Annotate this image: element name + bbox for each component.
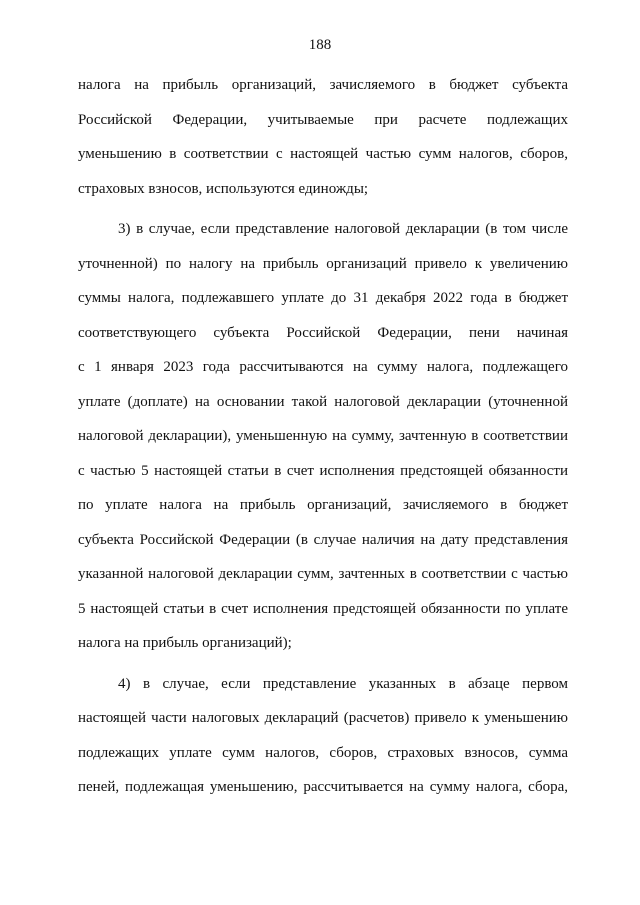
text-line: 4) в случае, если представление указанных в абзаце первом bbox=[118, 675, 568, 692]
text-line: налога на прибыль организаций, зачисляемого в бюджет субъекта bbox=[78, 77, 568, 93]
text-line: соответствующего субъекта Российской Федерации, пени начиная bbox=[78, 324, 568, 341]
text-line: 3) в случае, если представление налоговой декларации (в том числе bbox=[118, 221, 568, 237]
text-line: Российской Федерации, учитываемые при расчете подлежащих bbox=[78, 111, 568, 128]
document-body bbox=[78, 68, 568, 805]
text-line: налоговой декларации), уменьшенную на сумму, зачтенную в соответствии bbox=[78, 428, 568, 444]
text-line: с частью 5 настоящей статьи в счет исполнения предстоящей обязанности bbox=[78, 462, 568, 479]
text-line: уточненной) по налогу на прибыль организаций привело к увеличению bbox=[78, 255, 568, 272]
text-line: субъекта Российской Федерации (в случае наличия на дату представления bbox=[78, 531, 568, 548]
text-line: подлежащих уплате сумм налогов, сборов, страховых взносов, сумма bbox=[78, 744, 568, 761]
text-line: с 1 января 2023 года рассчитываются на сумму налога, подлежащего bbox=[78, 359, 568, 375]
text-line: 5 настоящей статьи в счет исполнения предстоящей обязанности по уплате bbox=[78, 600, 568, 617]
text-line: суммы налога, подлежавшего уплате до 31 декабря 2022 года в бюджет bbox=[78, 290, 568, 306]
text-line: указанной налоговой декларации сумм, зачтенных в соответствии с частью bbox=[78, 566, 568, 582]
text-line: уменьшению в соответствии с настоящей частью сумм налогов, сборов, bbox=[78, 146, 568, 162]
text-line: страховых взносов, используются единожды; bbox=[78, 180, 369, 197]
text-line: настоящей части налоговых деклараций (расчетов) привело к уменьшению bbox=[78, 710, 568, 726]
text-line: по уплате налога на прибыль организаций, зачисляемого в бюджет bbox=[78, 497, 568, 513]
paragraph-continuation bbox=[78, 68, 568, 206]
paragraph-item-4 bbox=[78, 667, 568, 805]
text-line: уплате (доплате) на основании такой налоговой декларации (уточненной bbox=[78, 393, 568, 410]
text-line: налога на прибыль организаций); bbox=[78, 635, 292, 651]
page-number: 188 bbox=[308, 37, 332, 53]
paragraph-item-3 bbox=[78, 212, 568, 661]
text-line: пеней, подлежащая уменьшению, рассчитывается на сумму налога, сбора, bbox=[78, 779, 568, 795]
